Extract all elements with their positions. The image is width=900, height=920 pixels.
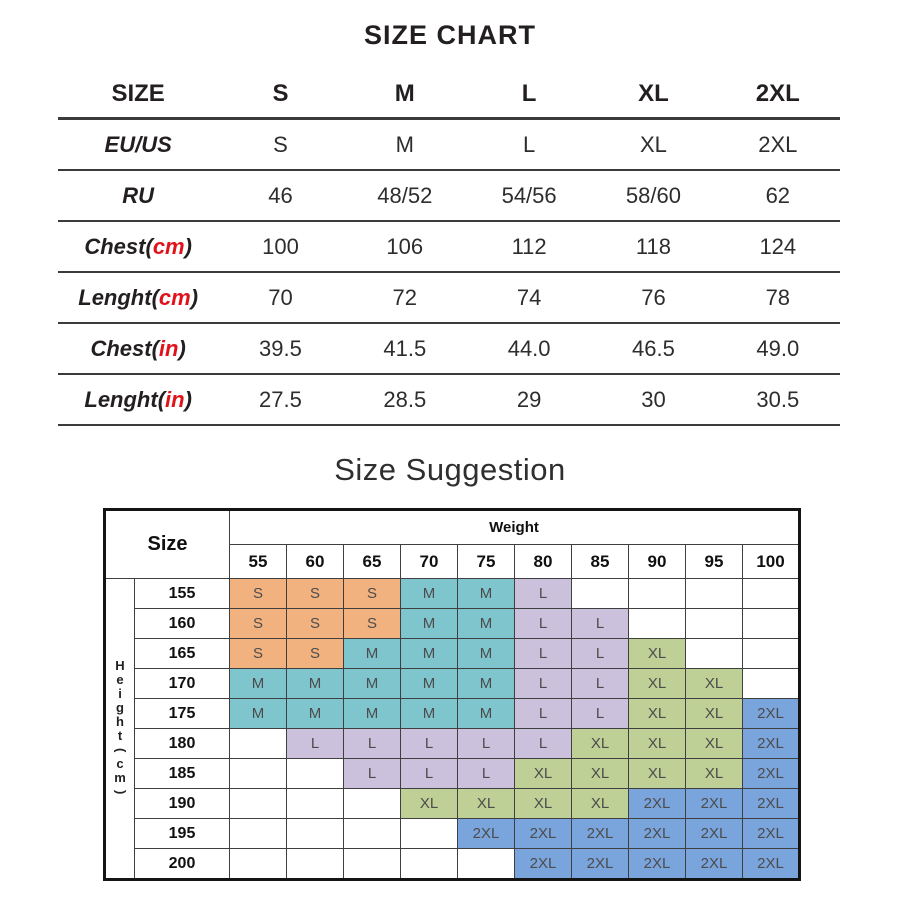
size-grid-cell: L [515, 609, 572, 639]
sugg-row [105, 819, 800, 849]
size-grid-cell: L [572, 639, 629, 669]
spec-row [58, 170, 840, 221]
sugg-row [105, 849, 800, 880]
spec-value-cell: 29 [467, 374, 591, 425]
height-axis-char: e [116, 671, 124, 687]
size-grid-cell: 2XL [686, 849, 743, 880]
spec-value-cell: 2XL [716, 119, 840, 171]
size-grid-cell: M [458, 699, 515, 729]
size-grid-cell [686, 609, 743, 639]
spec-row [58, 119, 840, 171]
spec-row-label: RU [58, 170, 218, 221]
size-grid-cell: S [230, 579, 287, 609]
spec-col-header: XL [591, 71, 715, 119]
size-grid-cell: L [344, 729, 401, 759]
height-axis-char: m [114, 769, 126, 785]
size-grid-cell [686, 639, 743, 669]
height-axis-char: c [116, 755, 124, 771]
size-grid-cell: L [401, 759, 458, 789]
size-grid-cell: 2XL [743, 819, 800, 849]
size-grid-cell: L [572, 609, 629, 639]
size-corner-label: Size [105, 510, 230, 579]
spec-unit: in [158, 335, 179, 361]
size-grid-cell [287, 819, 344, 849]
spec-row-label: Chest(cm) [58, 221, 218, 272]
weight-group-label: Weight [230, 510, 800, 545]
spec-value-cell: 72 [343, 272, 467, 323]
size-grid-cell: XL [686, 759, 743, 789]
spec-value-cell: M [343, 119, 467, 171]
spec-row-label: Lenght(cm) [58, 272, 218, 323]
size-chart-table [58, 71, 840, 426]
size-grid-cell: 2XL [458, 819, 515, 849]
size-grid-cell: L [515, 669, 572, 699]
size-grid-cell [458, 849, 515, 880]
spec-unit: cm [158, 284, 191, 310]
size-grid-cell [572, 579, 629, 609]
spec-value-cell: 28.5 [343, 374, 467, 425]
sugg-row [105, 699, 800, 729]
weight-value: 80 [515, 545, 572, 579]
height-axis-char: i [118, 685, 122, 701]
size-grid-cell [230, 819, 287, 849]
size-grid-cell: M [230, 669, 287, 699]
size-chart-title: SIZE CHART [364, 20, 536, 50]
weight-value: 95 [686, 545, 743, 579]
size-grid-cell [344, 789, 401, 819]
size-grid-cell: XL [401, 789, 458, 819]
size-grid-cell [344, 819, 401, 849]
spec-col-header: S [218, 71, 342, 119]
size-grid-cell: L [515, 729, 572, 759]
height-axis-char: ) [113, 789, 129, 794]
height-value: 155 [135, 579, 230, 609]
size-grid-cell [230, 789, 287, 819]
spec-value-cell: 30.5 [716, 374, 840, 425]
size-grid-cell [629, 579, 686, 609]
weight-value: 75 [458, 545, 515, 579]
weight-value: 70 [401, 545, 458, 579]
size-grid-cell: XL [515, 759, 572, 789]
size-grid-cell [287, 759, 344, 789]
size-grid-cell: XL [629, 639, 686, 669]
size-grid-cell: 2XL [743, 849, 800, 880]
spec-value-cell: 62 [716, 170, 840, 221]
size-grid-cell: L [287, 729, 344, 759]
size-grid-cell: 2XL [743, 729, 800, 759]
size-grid-cell: M [230, 699, 287, 729]
size-grid-cell [230, 759, 287, 789]
size-grid-cell [344, 849, 401, 880]
size-grid-cell: S [230, 639, 287, 669]
spec-value-cell: 78 [716, 272, 840, 323]
height-axis-char: H [115, 657, 125, 673]
spec-value-cell: 49.0 [716, 323, 840, 374]
size-grid-cell: L [572, 699, 629, 729]
size-grid-cell: 2XL [743, 789, 800, 819]
spec-value-cell: 112 [467, 221, 591, 272]
size-grid-cell [230, 729, 287, 759]
size-grid-cell [743, 609, 800, 639]
size-grid-cell: M [401, 579, 458, 609]
size-grid-cell: M [458, 669, 515, 699]
spec-value-cell: L [467, 119, 591, 171]
spec-value-cell: 54/56 [467, 170, 591, 221]
height-value: 195 [135, 819, 230, 849]
size-grid-cell: XL [458, 789, 515, 819]
spec-value-cell: 106 [343, 221, 467, 272]
size-grid-cell: 2XL [572, 819, 629, 849]
size-grid-cell: M [401, 669, 458, 699]
sugg-row [105, 729, 800, 759]
sugg-row [105, 579, 800, 609]
size-grid-cell: 2XL [629, 819, 686, 849]
size-grid-cell: 2XL [743, 759, 800, 789]
size-grid-cell: M [344, 699, 401, 729]
size-grid-cell [401, 849, 458, 880]
height-value: 185 [135, 759, 230, 789]
size-grid-cell: XL [686, 699, 743, 729]
size-grid-cell: 2XL [686, 789, 743, 819]
spec-value-cell: 76 [591, 272, 715, 323]
size-grid-cell [629, 609, 686, 639]
height-value: 165 [135, 639, 230, 669]
spec-unit: cm [152, 233, 185, 259]
spec-row [58, 221, 840, 272]
size-grid-cell: L [515, 639, 572, 669]
weight-value: 85 [572, 545, 629, 579]
size-grid-cell [287, 849, 344, 880]
size-grid-cell [743, 579, 800, 609]
size-grid-cell: M [458, 609, 515, 639]
size-suggestion-table [103, 508, 801, 881]
height-value: 170 [135, 669, 230, 699]
weight-value: 65 [344, 545, 401, 579]
spec-value-cell: 124 [716, 221, 840, 272]
sugg-header-row [105, 510, 800, 545]
height-axis-char: h [116, 713, 124, 729]
spec-value-cell: 118 [591, 221, 715, 272]
size-grid-cell: M [287, 669, 344, 699]
size-grid-cell [686, 579, 743, 609]
size-grid-cell: XL [515, 789, 572, 819]
size-grid-cell: 2XL [743, 699, 800, 729]
size-grid-cell [743, 669, 800, 699]
size-grid-cell: 2XL [629, 789, 686, 819]
height-value: 190 [135, 789, 230, 819]
size-grid-cell [401, 819, 458, 849]
size-grid-cell: L [458, 729, 515, 759]
size-suggestion-title: Size Suggestion [334, 452, 566, 487]
height-axis-char: g [116, 699, 124, 715]
size-grid-cell: 2XL [686, 819, 743, 849]
spec-value-cell: 30 [591, 374, 715, 425]
size-grid-cell: XL [686, 669, 743, 699]
size-grid-cell: 2XL [629, 849, 686, 880]
size-grid-cell: L [401, 729, 458, 759]
spec-value-cell: S [218, 119, 342, 171]
size-grid-cell: XL [629, 669, 686, 699]
height-value: 175 [135, 699, 230, 729]
weight-value: 60 [287, 545, 344, 579]
size-grid-cell: XL [572, 729, 629, 759]
size-chart-page [0, 20, 900, 881]
size-grid-cell: L [515, 699, 572, 729]
size-grid-cell: S [287, 609, 344, 639]
size-grid-cell: XL [572, 759, 629, 789]
size-grid-cell: S [287, 579, 344, 609]
spec-row [58, 323, 840, 374]
size-grid-cell: S [287, 639, 344, 669]
sugg-row [105, 669, 800, 699]
size-grid-cell: L [344, 759, 401, 789]
sugg-row [105, 639, 800, 669]
size-grid-cell: M [287, 699, 344, 729]
height-value: 200 [135, 849, 230, 880]
spec-value-cell: 48/52 [343, 170, 467, 221]
spec-col-header: L [467, 71, 591, 119]
spec-value-cell: 100 [218, 221, 342, 272]
weight-value: 55 [230, 545, 287, 579]
spec-row-label: Chest(in) [58, 323, 218, 374]
spec-col-header-size: SIZE [58, 71, 218, 119]
size-grid-cell: M [344, 639, 401, 669]
spec-value-cell: 41.5 [343, 323, 467, 374]
spec-col-header: M [343, 71, 467, 119]
size-grid-cell: 2XL [515, 849, 572, 880]
spec-value-cell: 44.0 [467, 323, 591, 374]
size-grid-cell [743, 639, 800, 669]
spec-row-label: EU/US [58, 119, 218, 171]
size-grid-cell: XL [629, 729, 686, 759]
spec-col-header: 2XL [716, 71, 840, 119]
size-grid-cell: XL [629, 759, 686, 789]
spec-unit: in [165, 386, 185, 412]
spec-row [58, 272, 840, 323]
sugg-row [105, 789, 800, 819]
size-grid-cell: S [230, 609, 287, 639]
weight-value: 90 [629, 545, 686, 579]
spec-header-row [58, 71, 840, 119]
size-grid-cell: M [401, 609, 458, 639]
sugg-row [105, 609, 800, 639]
size-grid-cell: S [344, 609, 401, 639]
size-grid-cell [287, 789, 344, 819]
size-grid-cell: L [458, 759, 515, 789]
sugg-row [105, 759, 800, 789]
spec-value-cell: 46 [218, 170, 342, 221]
height-axis-char: t [117, 727, 123, 743]
spec-value-cell: XL [591, 119, 715, 171]
spec-value-cell: 58/60 [591, 170, 715, 221]
spec-value-cell: 27.5 [218, 374, 342, 425]
size-grid-cell: S [344, 579, 401, 609]
size-grid-cell: 2XL [515, 819, 572, 849]
height-value: 160 [135, 609, 230, 639]
size-grid-cell: XL [572, 789, 629, 819]
size-grid-cell: XL [629, 699, 686, 729]
height-axis-char: ( [113, 747, 129, 752]
size-grid-cell: M [344, 669, 401, 699]
weight-value: 100 [743, 545, 800, 579]
spec-value-cell: 46.5 [591, 323, 715, 374]
size-grid-cell: M [401, 699, 458, 729]
size-grid-cell: M [401, 639, 458, 669]
size-grid-cell: 2XL [572, 849, 629, 880]
spec-value-cell: 74 [467, 272, 591, 323]
size-grid-cell: M [458, 579, 515, 609]
size-grid-cell: XL [686, 729, 743, 759]
size-grid-cell: M [458, 639, 515, 669]
spec-row [58, 374, 840, 425]
size-grid-cell: L [572, 669, 629, 699]
height-value: 180 [135, 729, 230, 759]
spec-value-cell: 39.5 [218, 323, 342, 374]
size-grid-cell [230, 849, 287, 880]
spec-row-label: Lenght(in) [58, 374, 218, 425]
height-axis-label [105, 579, 135, 880]
spec-value-cell: 70 [218, 272, 342, 323]
size-grid-cell: L [515, 579, 572, 609]
